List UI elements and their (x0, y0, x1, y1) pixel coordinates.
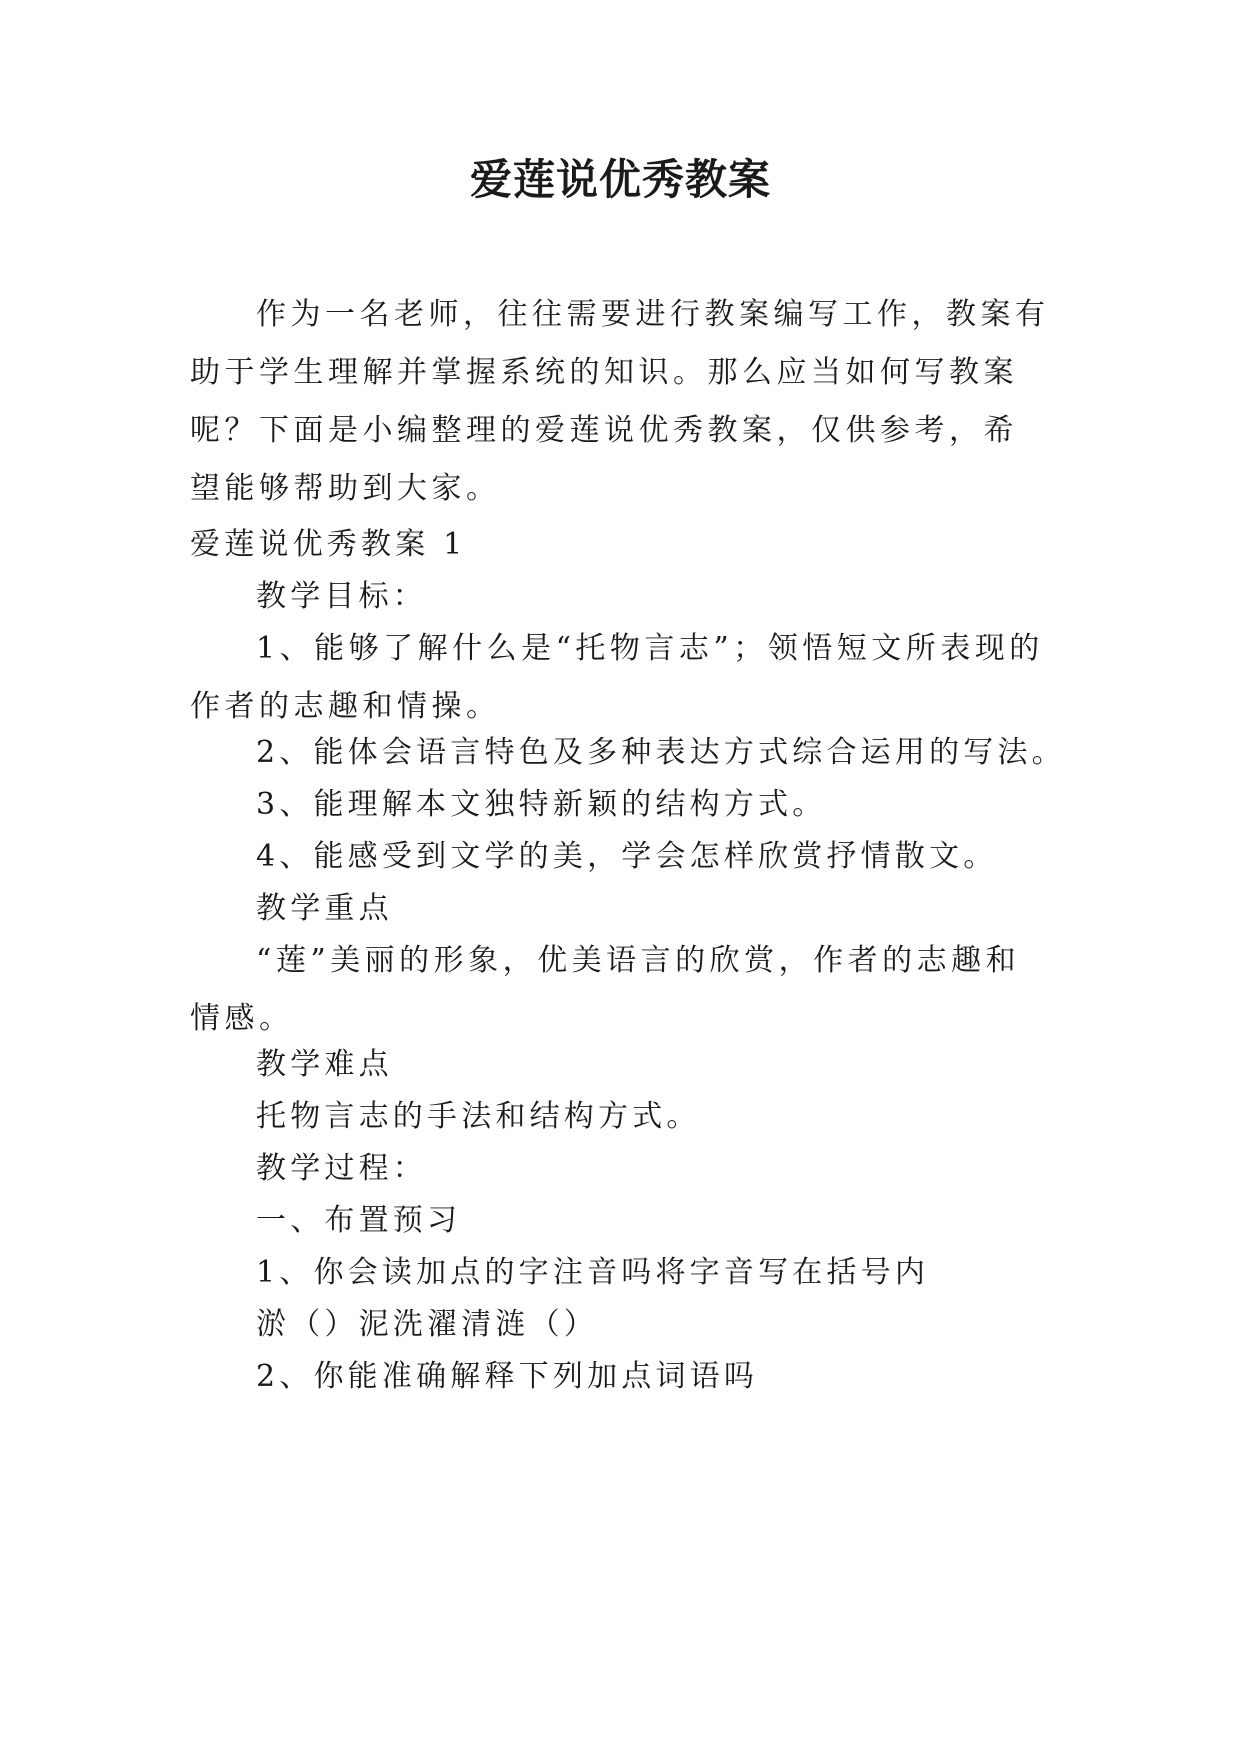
intro-paragraph: 作为一名老师，往往需要进行教案编写工作，教案有助于学生理解并掌握系统的知识。那么应当如何写教案呢？下面是小编整理的爱莲说优秀教案，仅供参考，希望能够帮助到大家。 (190, 297, 1050, 506)
process-heading: 教学过程： (256, 1151, 427, 1186)
goal-2: 2、能体会语言特色及多种表达方式综合运用的写法。 (256, 735, 1066, 770)
goal-3: 3、能理解本文独特新颖的结构方式。 (256, 787, 827, 822)
step-1-item-2: 2、你能准确解释下列加点词语吗 (256, 1359, 759, 1394)
difficulty-heading: 教学难点 (256, 1047, 393, 1082)
step-1-item-1-detail: 淤（）泥洗濯清涟（） (256, 1307, 598, 1342)
focus-text: “莲”美丽的形象，优美语言的欣赏，作者的志趣和情感。 (190, 943, 1021, 1036)
goal-4: 4、能感受到文学的美，学会怎样欣赏抒情散文。 (256, 839, 998, 874)
focus-heading: 教学重点 (256, 891, 393, 926)
document-title: 爱莲说优秀教案 (469, 155, 771, 204)
goal-1: 1、能够了解什么是“托物言志”；领悟短文所表现的作者的志趣和情操。 (190, 631, 1044, 724)
step-1-item-1: 1、你会读加点的字注音吗将字音写在括号内 (256, 1255, 930, 1290)
section-heading: 爱莲说优秀教案 1 (190, 527, 467, 562)
goals-heading: 教学目标： (256, 579, 427, 614)
difficulty-text: 托物言志的手法和结构方式。 (256, 1099, 701, 1134)
step-1-heading: 一、布置预习 (256, 1203, 462, 1238)
